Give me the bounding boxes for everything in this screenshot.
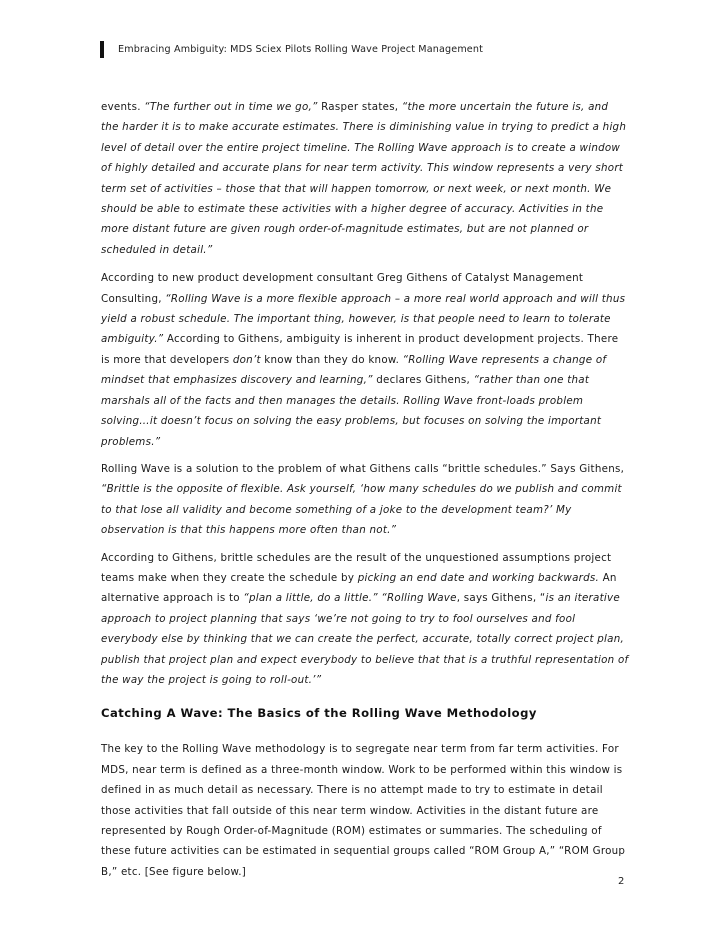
text-span: The key to the Rolling Wave methodology is to segregate near term from far term activities. For MDS, near term is defined as a three-month window. Work to be performed within this window is defined in as much detail as necessary. There is no attempt made to try to estimate in detail those activities that fall outside of this near term window. Activities in the distant future are represented by Rough Order-of-Magnitude (ROM) estimates or summaries. The scheduling of these future activities can be estimated in sequential groups called “ROM Group A,” “ROM Group B,” etc. [See figure below.] xyxy=(101,743,626,878)
page-number: 2 xyxy=(618,876,625,887)
text-span: According to Githens, brittle schedules are the result of the unquestioned assumptions project teams make when they create the schedule by xyxy=(101,551,612,584)
quote-span: “The further out in time we go,” xyxy=(144,101,318,113)
quote-span: “plan a little, do a little.” xyxy=(243,592,378,605)
paragraph-iterative-approach xyxy=(101,548,629,691)
quote-span: “Rolling Wave is a more flexible approach – a more real world approach and will thus yield a robust schedule. The important thing, however, is that people need to learn to tolerate ambiguity.” xyxy=(101,292,626,346)
section-heading: Catching A Wave: The Basics of the Rolling Wave Methodology xyxy=(101,706,537,721)
text-span: declares Githens, xyxy=(372,374,474,387)
paragraph-githens-flexible xyxy=(101,268,629,452)
text-span: events. xyxy=(101,101,145,113)
emphasis-span: picking an end date and working backwards. xyxy=(357,571,600,584)
text-span: Rasper states, xyxy=(317,101,402,113)
running-title: Embracing Ambiguity: MDS Sciex Pilots Rolling Wave Project Management xyxy=(118,44,484,55)
paragraph-brittle-schedules xyxy=(101,459,629,541)
text-span: Rolling Wave is a solution to the problem of what Githens calls “brittle schedules.” Says Githens, xyxy=(101,462,625,475)
header-rule xyxy=(100,41,104,58)
running-header xyxy=(100,41,483,58)
paragraph-methodology xyxy=(101,739,629,882)
text-span: According to new product development consultant Greg Githens of Catalyst Management Consulting, xyxy=(101,272,584,305)
quote-span: “Rolling Wave xyxy=(381,592,457,605)
text-span: , says Githens, “ xyxy=(456,592,546,605)
quote-span: “rather than one that marshals all of the facts and then manages the details. Rolling Wave front-loads problem solving…it doesn’t focus on solving the easy problems, but focuses on solving the important problems.” xyxy=(101,374,602,448)
text-span: know than they do know. xyxy=(260,353,403,366)
paragraph-rasper-quote xyxy=(101,97,629,260)
body-text xyxy=(101,97,629,889)
quote-span: “the more uncertain the future is, and the harder it is to make accurate estimates. There is diminishing value in trying to predict a high level of detail over the entire project timeline. The Rolling Wave approach is to create a window of highly detailed and accurate plans for near term activity. This window represents a very short term set of activities – those that that will happen tomorrow, or next week, or next month. We should be able to estimate these activities with a higher degree of accuracy. Activities in the more distant future are given rough order-of-magnitude estimates, but are not planned or scheduled in detail.” xyxy=(101,101,627,256)
emphasis-span: don’t xyxy=(232,353,261,366)
text-span: According to Githens, ambiguity is inherent in product development projects. There is more that developers xyxy=(101,333,619,366)
quote-span: is an iterative approach to project planning that says ‘we’re not going to try to fool ourselves and fool everybody else by thinking that we can create the perfect, accurate, totally correct project plan, publish that project plan and expect everybody to believe that that is a truthful representation of the way the project is going to roll-out.’” xyxy=(101,592,629,686)
quote-span: “Rolling Wave represents a change of mindset that emphasizes discovery and learning,” xyxy=(101,353,607,387)
quote-span: “Brittle is the opposite of flexible. Ask yourself, ‘how many schedules do we publish and commit to that lose all validity and become something of a joke to the development team?’ My observation is that this happens more often than not.” xyxy=(101,483,622,537)
text-span: An alternative approach is to xyxy=(101,571,617,605)
